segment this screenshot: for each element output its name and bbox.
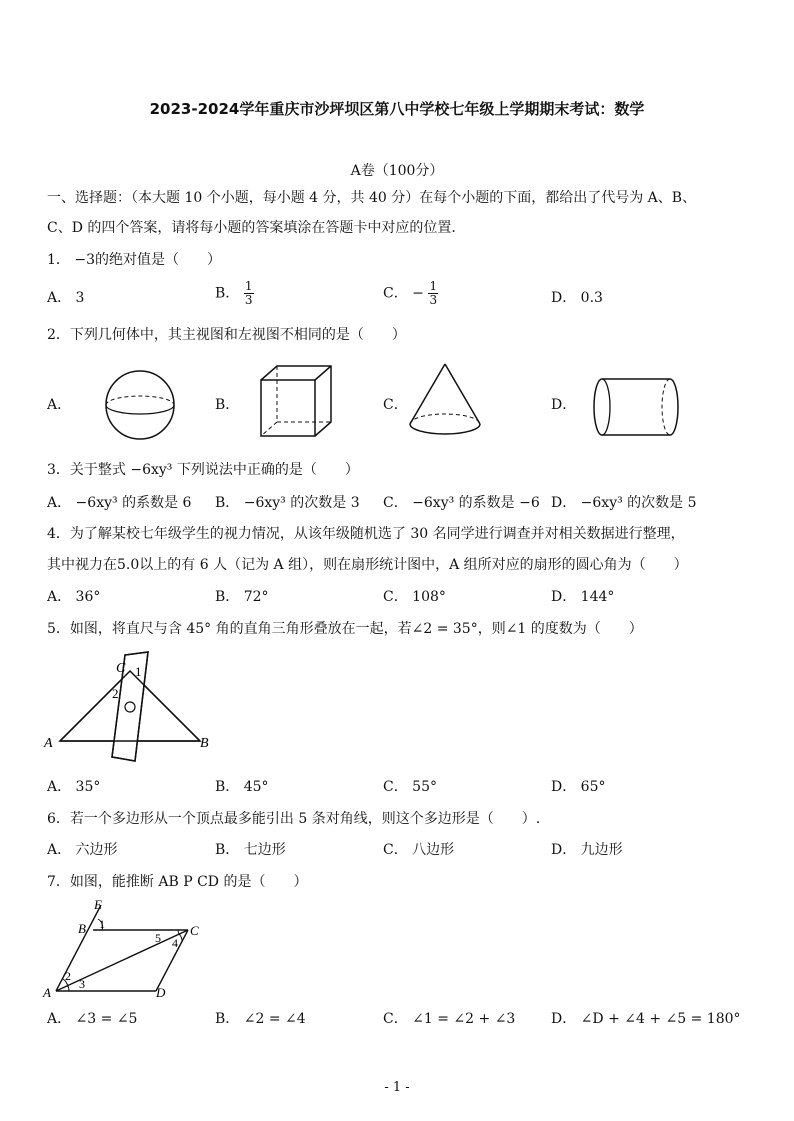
- q7-label-d: D: [156, 985, 166, 1000]
- q7-option-c: C． ∠1 = ∠2 + ∠3: [383, 1011, 516, 1027]
- q6-option-b: B． 七边形: [215, 842, 286, 858]
- numerator: 1: [244, 279, 253, 293]
- q5-stem: 5．如图，将直尺与含 45° 角的直角三角形叠放在一起，若∠2 = 35°，则∠1 的度数为（ ）: [47, 621, 643, 637]
- q4-option-d: D． 144°: [551, 589, 615, 605]
- q6-option-d: D． 九边形: [551, 842, 623, 858]
- q5-label-angle-1: 1: [135, 664, 142, 679]
- q7-label-angle-5: 5: [155, 931, 161, 945]
- q3-option-a: A． −6xy³ 的系数是 6: [47, 495, 192, 511]
- q2-option-c: C．: [383, 397, 408, 413]
- q7-label-c: C: [190, 923, 199, 938]
- q3-option-b: B． −6xy³ 的次数是 3: [215, 495, 360, 511]
- q1-option-b-label: B．: [215, 285, 240, 302]
- page-title: 2023-2024学年重庆市沙坪坝区第八中学校七年级上学期期末考试：数学: [149, 100, 645, 118]
- q7-label-angle-4: 4: [172, 936, 178, 950]
- numerator: 1: [429, 279, 438, 293]
- q3-option-c: C． −6xy³ 的系数是 −6: [383, 495, 540, 511]
- q5-label-b: B: [200, 736, 209, 751]
- q7-label-b: B: [78, 921, 86, 936]
- denominator: 3: [429, 293, 438, 307]
- denominator: 3: [244, 293, 253, 307]
- q1-option-c-fraction: [428, 280, 438, 307]
- q7-label-a: A: [43, 985, 51, 1000]
- section-heading: A卷（100分）: [350, 163, 444, 179]
- cube-figure: [255, 362, 335, 442]
- instructions-line-2: C、D 的四个答案，请将每小题的答案填涂在答题卡中对应的位置.: [47, 220, 456, 236]
- cone-figure: [405, 360, 485, 445]
- q1-option-d: D． 0.3: [551, 290, 603, 306]
- sphere-figure: [100, 365, 180, 445]
- q5-label-c: C: [116, 661, 126, 676]
- q7-option-b: B． ∠2 = ∠4: [215, 1011, 306, 1027]
- q5-option-b: B． 45°: [215, 779, 269, 795]
- q1-option-c-label: C． −: [383, 285, 424, 302]
- q2-option-d: D．: [551, 397, 577, 413]
- q1-stem: 1． −3的绝对值是（ ）: [47, 252, 221, 268]
- q4-line-1: 4．为了解某校七年级学生的视力情况，从该年级随机选了 30 名同学进行调查并对相关数据进行整理，: [47, 526, 685, 542]
- page-number: - 1 -: [384, 1080, 410, 1095]
- q2-stem: 2．下列几何体中，其主视图和左视图不相同的是（ ）: [47, 327, 406, 343]
- q7-stem: 7．如图，能推断 AB P CD 的是（ ）: [47, 874, 308, 890]
- q7-option-d: D． ∠D + ∠4 + ∠5 = 180°: [551, 1011, 741, 1027]
- q4-option-a: A． 36°: [47, 589, 101, 605]
- q4-option-b: B． 72°: [215, 589, 269, 605]
- q5-ruler-triangle-figure: [40, 645, 220, 770]
- q4-line-2: 其中视力在5.0以上的有 6 人（记为 A 组），则在扇形统计图中，A 组所对应的扇形的圆心角为（ ）: [47, 557, 688, 573]
- cylinder-figure: [590, 375, 685, 439]
- q6-stem: 6．若一个多边形从一个顶点最多能引出 5 条对角线，则这个多边形是（ ）.: [47, 811, 541, 827]
- q6-option-a: A． 六边形: [47, 842, 118, 858]
- q7-parallelogram-figure: [38, 895, 213, 1000]
- q4-option-c: C． 108°: [383, 589, 446, 605]
- q7-label-angle-1: 1: [99, 917, 105, 931]
- instructions-line-1: 一、选择题：（本大题 10 个小题，每小题 4 分，共 40 分）在每个小题的下面，都给出了代号为 A、B、: [47, 190, 697, 206]
- q1-option-a: A． 3: [47, 290, 85, 306]
- q2-option-b: B．: [215, 397, 240, 413]
- q7-label-angle-3: 3: [79, 977, 85, 991]
- q1-option-b: [215, 280, 254, 307]
- q5-label-angle-2: 2: [112, 686, 119, 701]
- q7-label-angle-2: 2: [65, 969, 71, 983]
- q7-option-a: A． ∠3 = ∠5: [47, 1011, 138, 1027]
- q3-stem: 3．关于整式 −6xy³ 下列说法中正确的是（ ）: [47, 462, 359, 478]
- q7-label-e: E: [94, 897, 102, 912]
- q5-option-a: A． 35°: [47, 779, 101, 795]
- q1-option-b-fraction: [244, 280, 254, 307]
- q3-option-d: D． −6xy³ 的次数是 5: [551, 495, 697, 511]
- q5-option-d: D． 65°: [551, 779, 606, 795]
- q2-option-a: A．: [47, 397, 72, 413]
- q5-option-c: C． 55°: [383, 779, 437, 795]
- q6-option-c: C． 八边形: [383, 842, 455, 858]
- q1-option-c: [383, 280, 438, 307]
- q5-label-a: A: [44, 736, 53, 751]
